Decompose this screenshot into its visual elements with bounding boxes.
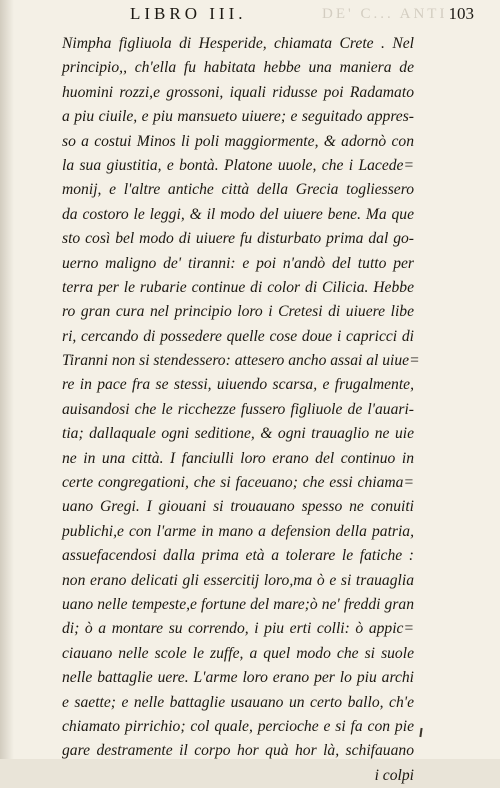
text-line: terra per le rubarie continue di color di Cilicia. Hebbe: [62, 278, 414, 296]
text-line: chiamato pirrichio; col quale, percioche e si fa con pie: [62, 717, 414, 735]
text-line: huomini rozzi,e grossoni, iquali ridusse poi Radamato: [62, 83, 414, 101]
text-line: Tiranni non si stendessero: attesero ancho assai al uiue=: [62, 352, 420, 370]
body-text: [62, 32, 420, 788]
text-line: non erano delicati gli essercitij loro,ma ò e si trauaglia: [62, 571, 414, 589]
text-line: da costoro le leggi, & il modo del uiuere bene. Ma que: [62, 205, 414, 223]
text-line: tia; dallaquale ogni seditione, & ogni trauaglio ne uie: [62, 425, 414, 443]
text-line: uerno maligno de' tiranni: e poi n'andò del tutto per: [62, 254, 414, 272]
bleed-through-text: DE' C... ANTI: [322, 6, 448, 22]
ink-mark: [419, 728, 422, 737]
text-line: gare destramente il corpo hor quà hor là, schifauano: [62, 742, 414, 760]
text-line: monij, e l'altre antiche città della Grecia togliessero: [62, 181, 414, 199]
text-line: la sua giustitia, e bontà. Platone uuole, che i Lacede=: [62, 156, 414, 174]
text-line: auisandosi che le ricchezze fussero figliuole de l'auari-: [62, 400, 414, 418]
page-number: 103: [448, 4, 474, 23]
text-line: principio,, ch'ella fu habitata hebbe una maniera de: [62, 59, 414, 77]
text-line: assuefacendosi dalla prima età a tolerare le fatiche :: [62, 547, 414, 565]
text-line: certe congregationi, che si faceuano; che essi chiama=: [62, 474, 414, 492]
text-line: ro gran cura nel principio loro i Cretesi di uiuere libe: [62, 303, 414, 321]
text-line: uano Gregi. I giouani si trouauano spesso ne conuiti: [62, 498, 414, 516]
text-line: e saette; e nelle battaglie usauano un certo ballo, ch'e: [62, 693, 414, 711]
text-line: publichi,e con l'arme in mano a defension della patria,: [62, 522, 414, 540]
text-line: uano nelle tempeste,e fortune del mare;ò ne' freddi gran: [62, 595, 414, 613]
text-line: a piu ciuile, e piu mansueto uiuere; e seguitado appres-: [62, 108, 414, 126]
page-header: [130, 4, 474, 30]
text-line: ne in una città. I fanciulli loro erano del continuo in: [62, 449, 414, 467]
text-line: sto così bel modo di uiuere fu disturbato prima dal go-: [62, 230, 414, 248]
catchword: i colpi: [374, 766, 414, 784]
text-line: ciauano nelle scole le zuffe, a quel modo che si suole: [62, 644, 414, 662]
text-line: nelle battaglie uere. L'arme loro erano per lo piu archi: [62, 669, 414, 687]
text-line: di; ò a montare su correndo, i piu erti colli: ò appic=: [62, 620, 414, 638]
running-title: LIBRO III.: [130, 4, 247, 23]
text-line: re in pace fra se stessi, uiuendo scarsa, e frugalmente,: [62, 376, 414, 394]
text-line: ri, cercando di possedere quelle cose doue i capricci di: [62, 327, 414, 345]
text-line: Nimpha figliuola di Hesperide, chiamata Crete . Nel: [62, 35, 414, 52]
text-line: so a costui Minos li poli maggiormente, & adornò con: [62, 132, 414, 150]
